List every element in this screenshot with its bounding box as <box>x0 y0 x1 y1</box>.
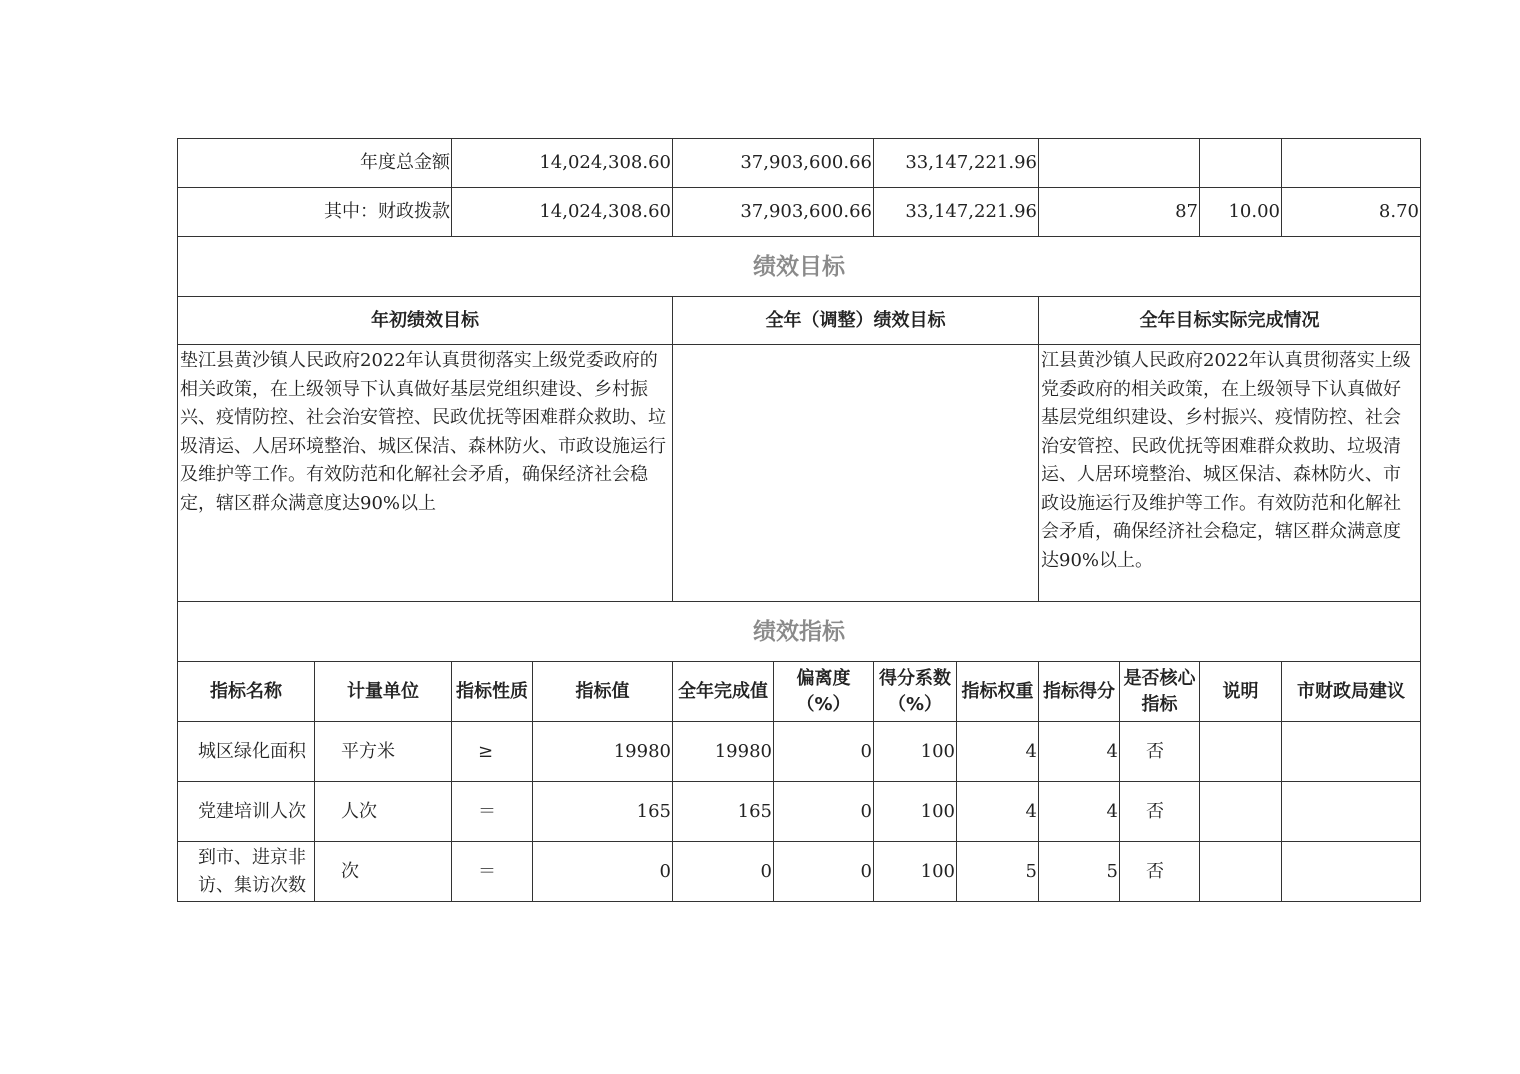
col-header-completed: 全年完成值 <box>673 662 774 722</box>
funding-score <box>1282 139 1421 188</box>
indicator-score: 4 <box>1039 722 1120 782</box>
indicator-weight: 4 <box>957 722 1039 782</box>
actual-goal-header: 全年目标实际完成情况 <box>1039 297 1421 345</box>
indicator-core: 否 <box>1120 782 1200 842</box>
table-row <box>178 722 1421 782</box>
col-header-nature: 指标性质 <box>452 662 533 722</box>
col-header-coef: 得分系数（%） <box>874 662 957 722</box>
col-header-deviation: 偏离度（%） <box>774 662 874 722</box>
indicator-weight: 4 <box>957 782 1039 842</box>
indicator-advice <box>1282 782 1421 842</box>
col-header-target: 指标值 <box>533 662 673 722</box>
actual-goal-text: 江县黄沙镇人民政府2022年认真贯彻落实上级党委政府的相关政策，在上级领导下认真做好基层党组织建设、乡村振兴、疫情防控、社会治安管控、民政优抚等困难群众救助、垃圾清运、人居环境整治、城区保洁、森林防火、市政设施运行及维护等工作。有效防范和化解社会矛盾，确保经济社会稳定，辖区群众满意度达90%以上。 <box>1039 345 1421 602</box>
initial-goal-text: 垫江县黄沙镇人民政府2022年认真贯彻落实上级党委政府的相关政策，在上级领导下认真做好基层党组织建设、乡村振兴、疫情防控、社会治安管控、民政优抚等困难群众救助、垃圾清运、人居环境整治、城区保洁、森林防火、市政设施运行及维护等工作。有效防范和化解社会矛盾，确保经济社会稳定，辖区群众满意度达90%以上 <box>178 345 673 602</box>
indicators-header-row <box>178 662 1421 722</box>
actual-amount: 33,147,221.96 <box>874 188 1039 237</box>
indicator-coef: 100 <box>874 722 957 782</box>
adjusted-budget: 37,903,600.66 <box>673 188 874 237</box>
col-header-unit: 计量单位 <box>315 662 452 722</box>
funding-score: 8.70 <box>1282 188 1421 237</box>
indicators-section-title: 绩效指标 <box>178 602 1421 662</box>
indicator-advice <box>1282 722 1421 782</box>
table-row <box>178 842 1421 902</box>
indicator-nature: ＝ <box>452 782 533 842</box>
indicator-nature: ＝ <box>452 842 533 902</box>
initial-goal-header: 年初绩效目标 <box>178 297 673 345</box>
indicators-banner-row <box>178 602 1421 662</box>
indicator-core: 否 <box>1120 842 1200 902</box>
indicator-note <box>1200 782 1282 842</box>
funding-weight: 10.00 <box>1200 188 1282 237</box>
indicator-completed: 165 <box>673 782 774 842</box>
funding-label: 年度总金额 <box>178 139 452 188</box>
actual-amount: 33,147,221.96 <box>874 139 1039 188</box>
funding-label: 其中：财政拨款 <box>178 188 452 237</box>
funding-row-total <box>178 139 1421 188</box>
adjusted-goal-text <box>673 345 1039 602</box>
goals-header-row <box>178 297 1421 345</box>
table-row <box>178 782 1421 842</box>
col-header-note: 说明 <box>1200 662 1282 722</box>
indicator-name: 到市、进京非访、集访次数 <box>178 842 315 902</box>
performance-table <box>177 138 1421 902</box>
col-header-weight: 指标权重 <box>957 662 1039 722</box>
col-header-name: 指标名称 <box>178 662 315 722</box>
indicator-deviation: 0 <box>774 782 874 842</box>
initial-budget: 14,024,308.60 <box>452 188 673 237</box>
indicator-coef: 100 <box>874 782 957 842</box>
goals-content-row <box>178 345 1421 602</box>
indicator-name: 党建培训人次 <box>178 782 315 842</box>
goals-banner-row <box>178 237 1421 297</box>
indicator-unit: 次 <box>315 842 452 902</box>
indicator-deviation: 0 <box>774 842 874 902</box>
indicator-nature: ≥ <box>452 722 533 782</box>
col-header-core: 是否核心指标 <box>1120 662 1200 722</box>
indicator-target: 19980 <box>533 722 673 782</box>
indicator-name: 城区绿化面积 <box>178 722 315 782</box>
indicator-deviation: 0 <box>774 722 874 782</box>
indicator-score: 5 <box>1039 842 1120 902</box>
indicator-core: 否 <box>1120 722 1200 782</box>
execution-rate <box>1039 139 1200 188</box>
adjusted-goal-header: 全年（调整）绩效目标 <box>673 297 1039 345</box>
col-header-score: 指标得分 <box>1039 662 1120 722</box>
indicator-completed: 19980 <box>673 722 774 782</box>
indicator-target: 165 <box>533 782 673 842</box>
funding-row-fiscal <box>178 188 1421 237</box>
indicator-weight: 5 <box>957 842 1039 902</box>
indicator-note <box>1200 842 1282 902</box>
indicator-completed: 0 <box>673 842 774 902</box>
indicator-unit: 平方米 <box>315 722 452 782</box>
indicator-note <box>1200 722 1282 782</box>
indicator-advice <box>1282 842 1421 902</box>
initial-budget: 14,024,308.60 <box>452 139 673 188</box>
goals-section-title: 绩效目标 <box>178 237 1421 297</box>
col-header-advice: 市财政局建议 <box>1282 662 1421 722</box>
indicator-coef: 100 <box>874 842 957 902</box>
indicator-score: 4 <box>1039 782 1120 842</box>
funding-weight <box>1200 139 1282 188</box>
indicator-unit: 人次 <box>315 782 452 842</box>
indicator-target: 0 <box>533 842 673 902</box>
adjusted-budget: 37,903,600.66 <box>673 139 874 188</box>
execution-rate: 87 <box>1039 188 1200 237</box>
